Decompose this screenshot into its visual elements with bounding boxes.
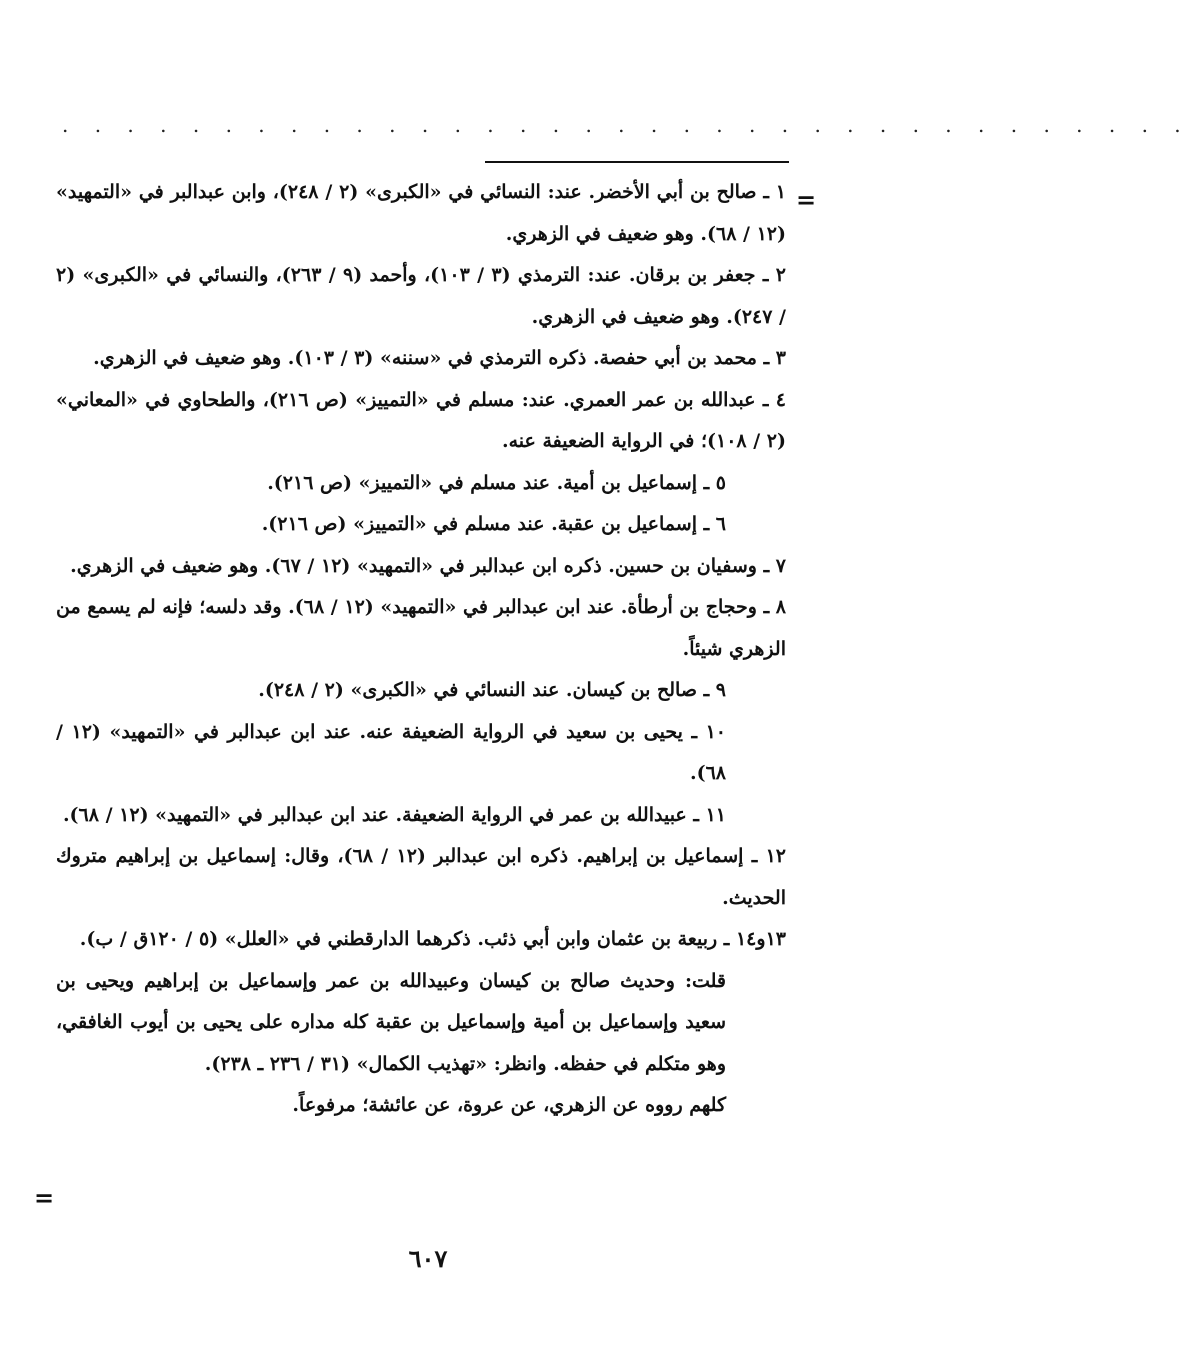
footnote-7: ٧ ـ وسفيان بن حسين. ذكره ابن عبدالبر في «التمهيد» (١٢ / ٦٧). وهو ضعيف في الزهري.	[70, 554, 786, 577]
footnote-12: ١٢ ـ إسماعيل بن إبراهيم. ذكره ابن عبدالبر (١٢ / ٦٨)، وقال: إسماعيل بن إبراهيم متروك الحديث.	[56, 845, 787, 909]
footnote-1: ١ ـ صالح بن أبي الأخضر. عند: النسائي في «الكبرى» (٢ / ٢٤٨)، وابن عبدالبر في «التمهيد» (١٢ / ٦٨). وهو ضعيف في الزهري.	[56, 181, 786, 245]
footnote-9: ٩ ـ صالح بن كيسان. عند النسائي في «الكبرى» (٢ / ٢٤٨).	[258, 679, 726, 701]
continuation-mark-bottom: =	[34, 1184, 55, 1212]
footnote-5: ٥ ـ إسماعيل بن أمية. عند مسلم في «التمييز» (ص ٢١٦).	[267, 471, 726, 494]
footnotes-block	[56, 172, 786, 1127]
footnote-3: ٣ ـ محمد بن أبي حفصة. ذكره الترمذي في «سننه» (٣ / ١٠٣). وهو ضعيف في الزهري.	[93, 347, 786, 369]
comment-paragraph: قلت: وحديث صالح بن كيسان وعبيدالله بن عمر وإسماعيل بن إبراهيم ويحيى بن سعيد وإسماعيل بن أمية وإسماعيل بن عقبة كله مداره على يحيى بن أيوب الغافقي، وهو متكلم في حفظه. وانظر: «تهذيب الكمال» (٣١ / ٢٣٦ ـ ٢٣٨).	[56, 969, 726, 1075]
footnote-13-14: ١٣و١٤ ـ ربيعة بن عثمان وابن أبي ذئب. ذكرهما الدارقطني في «العلل» (٥ / ١٢٠ق / ب).	[79, 928, 786, 950]
separator-dots: . . . . . . . . . . . . . . . . . . . . . . . . . . . . . . . . . . .	[62, 113, 1191, 137]
footnote-8: ٨ ـ وحجاج بن أرطأة. عند ابن عبدالبر في «التمهيد» (١٢ / ٦٨). وقد دلسه؛ فإنه لم يسمع من الزهري شيئاً.	[56, 596, 787, 660]
footnote-rule	[485, 161, 789, 163]
footnote-4: ٤ ـ عبدالله بن عمر العمري. عند: مسلم في «التمييز» (ص ٢١٦)، والطحاوي في «المعاني» (٢ / ١٠٨)؛ في الرواية الضعيفة عنه.	[56, 388, 786, 452]
footnote-11: ١١ ـ عبيدالله بن عمر في الرواية الضعيفة. عند ابن عبدالبر في «التمهيد» (١٢ / ٦٨).	[62, 803, 726, 826]
footnote-2: ٢ ـ جعفر بن برقان. عند: الترمذي (٣ / ١٠٣)، وأحمد (٩ / ٢٦٣)، والنسائي في «الكبرى» (٢ / ٢٤٧). وهو ضعيف في الزهري.	[56, 264, 786, 328]
footnote-10: ١٠ ـ يحيى بن سعيد في الرواية الضعيفة عنه. عند ابن عبدالبر في «التمهيد» (١٢ / ٦٨).	[56, 720, 726, 784]
continuation-mark-top: =	[796, 186, 817, 214]
page-number: ٦٠٧	[408, 1244, 448, 1273]
closing-line: كلهم رووه عن الزهري، عن عروة، عن عائشة؛ مرفوعاً.	[292, 1094, 726, 1116]
footnote-6: ٦ ـ إسماعيل بن عقبة. عند مسلم في «التمييز» (ص ٢١٦).	[261, 513, 726, 535]
